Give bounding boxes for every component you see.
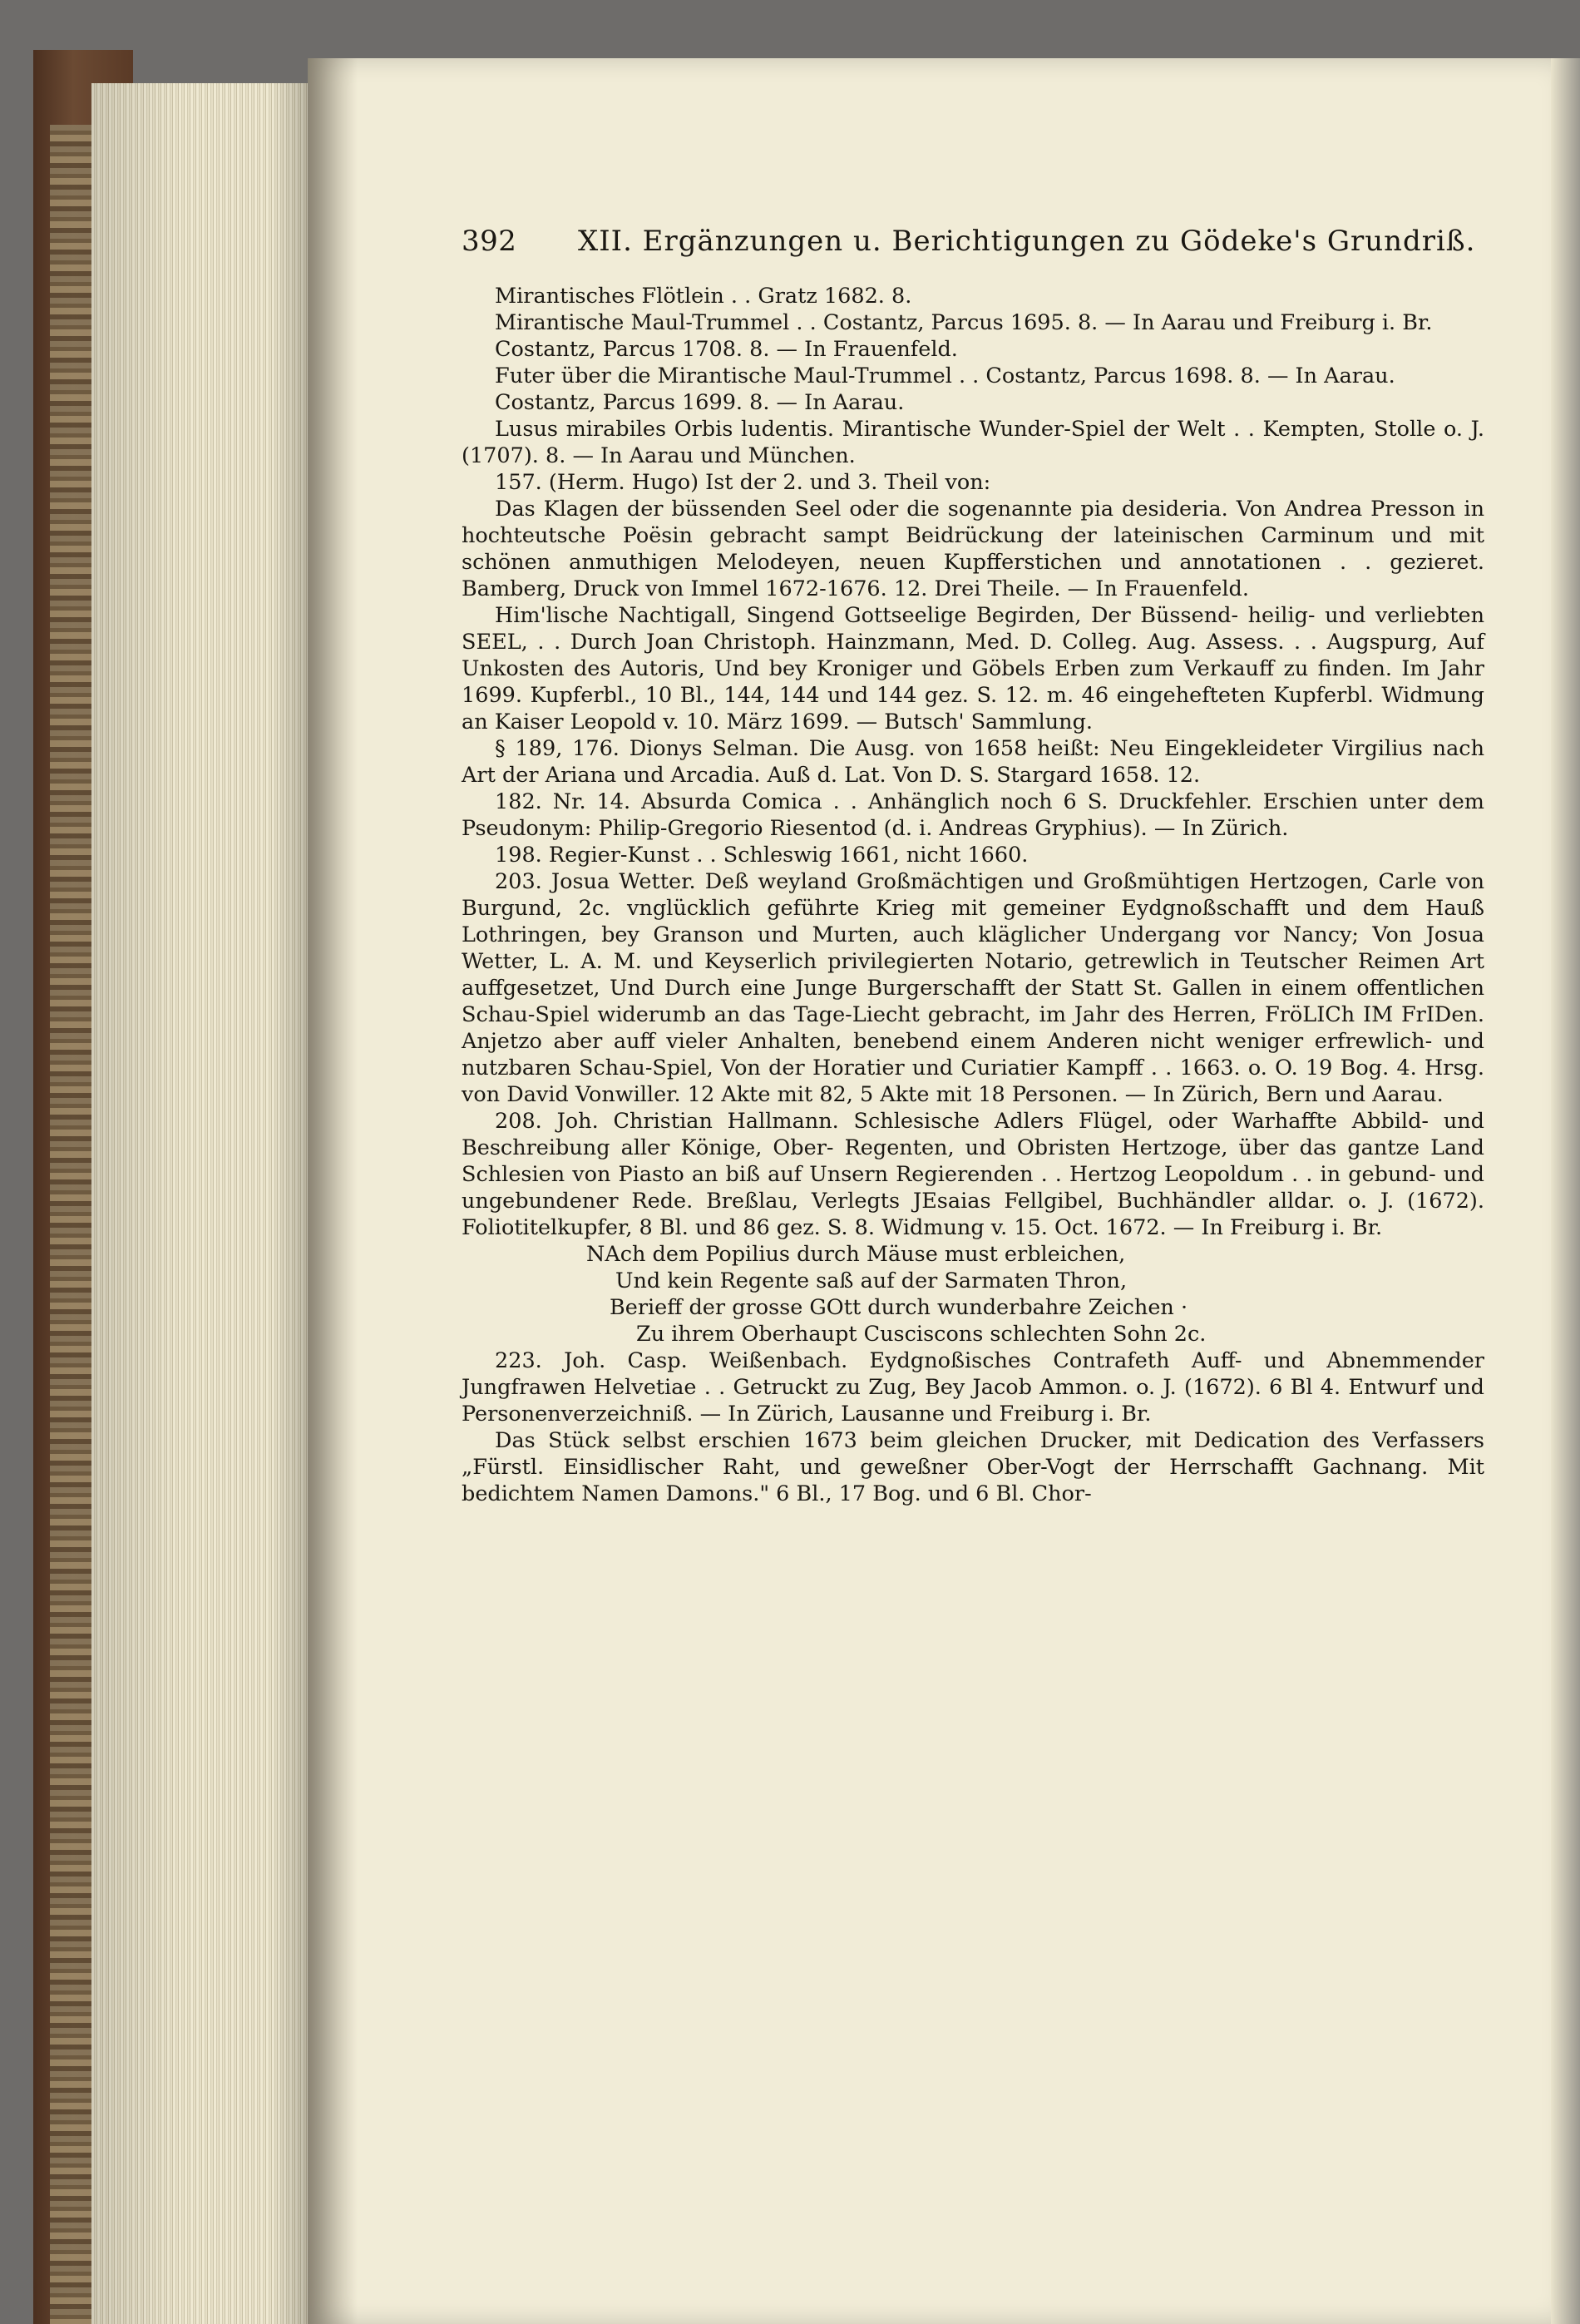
paragraph: § 189, 176. Dionys Selman. Die Ausg. von 1658 heißt: Neu Eingekleideter Virgilius nach Art der Ariana und Arcadia. Auß d. Lat. Von D. S. Stargard 1658. 12. bbox=[462, 736, 1484, 788]
verse-line: NAch dem Popilius durch Mäuse must erbleichen, bbox=[586, 1242, 1126, 1267]
verse-line: Berieff der grosse GOtt durch wunderbahre Zeichen · bbox=[610, 1295, 1188, 1320]
paragraph: Lusus mirabiles Orbis ludentis. Mirantische Wunder-Spiel der Welt . . Kempten, Stolle o. J. (1707). 8. — In Aarau und München. bbox=[462, 417, 1484, 468]
paragraph: 182. Nr. 14. Absurda Comica . . Anhänglich noch 6 S. Druckfehler. Erschien unter dem Pseudonym: Philip-Gregorio Riesentod (d. i. Andreas Gryphius). — In Zürich. bbox=[462, 789, 1484, 841]
paragraph: 157. (Herm. Hugo) Ist der 2. und 3. Theil von: bbox=[495, 470, 991, 495]
verse-line: Und kein Regente saß auf der Sarmaten Thron, bbox=[615, 1268, 1128, 1293]
paragraph: 198. Regier-Kunst . . Schleswig 1661, nicht 1660. bbox=[495, 843, 1029, 868]
page-block-shadow bbox=[91, 83, 316, 2324]
paragraph: Das Klagen der büssenden Seel oder die sogenannte pia desideria. Von Andrea Presson in hochteutsche Poësin gebracht sampt Beidrückung der lateinischen Carminum und mit schönen anmuthigen Melodeyen, neuen Kupfferstichen und annotationen . . gezieret. Bamberg, Druck von Immel 1672-1676. 12. Drei Theile. — In Frauenfeld. bbox=[462, 497, 1484, 601]
paragraph: Mirantische Maul-Trummel . . Costantz, Parcus 1695. 8. — In Aarau und Freiburg i. Br. bbox=[495, 310, 1433, 335]
paragraph: Costantz, Parcus 1708. 8. — In Frauenfeld. bbox=[495, 337, 958, 362]
paragraph: Mirantisches Flötlein . . Gratz 1682. 8. bbox=[495, 284, 912, 309]
paragraph: 203. Josua Wetter. Deß weyland Großmächtigen und Großmühtigen Hertzogen, Carle von Burgund, 2c. vnglücklich geführte Krieg mit gemeiner Eydgnoßschafft und dem Hauß Lothringen, bey Granson und Murten, auch kläglicher Undergang vor Nancy; Von Josua Wetter, L. A. M. und Keyserlich privilegierten Notario, getrewlich in Teutscher Reimen Art auffgesetzet, Und Durch eine Junge Burgerschafft der Statt St. Gallen in einem offentlichen Schau-Spiel widerumb an das Tage-Liecht gebracht, im Jahr des Herren, FröLICh IM FrIDen. Anjetzo aber auff vieler Anhalten, benebend einem Anderen nicht weniger erfrewlich- und nutzbaren Schau-Spiel, Von der Horatier und Curiatier Kampff . . 1663. o. O. 19 Bog. 4. Hrsg. von David Vonwiller. 12 Akte mit 82, 5 Akte mit 18 Personen. — In Zürich, Bern und Aarau. bbox=[462, 869, 1484, 1107]
paragraph: Das Stück selbst erschien 1673 beim gleichen Drucker, mit Dedication des Verfassers „Fürstl. Einsidlischer Raht, und geweßner Ober-Vogt der Herrschafft Gachnang. Mit bedichtem Namen Damons." 6 Bl., 17 Bog. und 6 Bl. Chor- bbox=[462, 1428, 1484, 1506]
paragraph: Him'lische Nachtigall, Singend Gottseelige Begirden, Der Büssend- heilig- und verliebten SEEL, . . Durch Joan Christoph. Hainzmann, Med. D. Colleg. Aug. Assess. . . Augspurg, Auf Unkosten des Autoris, Und bey Kroniger und Göbels Erben zum Verkauff zu finden. Im Jahr 1699. Kupferbl., 10 Bl., 144, 144 und 144 gez. S. 12. m. 46 eingehefteten Kupferbl. Widmung an Kaiser Leopold v. 10. März 1699. — Butsch' Sammlung. bbox=[462, 603, 1484, 734]
page-number: 392 bbox=[462, 225, 517, 258]
paragraph: 223. Joh. Casp. Weißenbach. Eydgnoßisches Contrafeth Auff- und Abnemmender Jungfrawen Helvetiae . . Getruckt zu Zug, Bey Jacob Ammon. o. J. (1672). 6 Bl 4. Entwurf und Personenverzeichniß. — In Zürich, Lausanne und Freiburg i. Br. bbox=[462, 1348, 1484, 1427]
paragraph: 208. Joh. Christian Hallmann. Schlesische Adlers Flügel, oder Warhaffte Abbild- und Beschreibung aller Könige, Ober- Regenten, und Obristen Hertzoge, über das gantze Land Schlesien von Piasto an biß auf Unsern Regierenden . . Hertzog Leopoldum . . in gebund- und ungebundener Rede. Breßlau, Verlegts JEsaias Fellgibel, Buchhändler alldar. o. J. (1672). Foliotitelkupfer, 8 Bl. und 86 gez. S. 8. Widmung v. 15. Oct. 1672. — In Freiburg i. Br. bbox=[462, 1109, 1484, 1240]
paragraph: Costantz, Parcus 1699. 8. — In Aarau. bbox=[495, 390, 905, 415]
verse-line: Zu ihrem Oberhaupt Cusciscons schlechten Sohn 2c. bbox=[636, 1322, 1207, 1347]
paragraph: Futer über die Mirantische Maul-Trummel . . Costantz, Parcus 1698. 8. — In Aarau. bbox=[495, 363, 1395, 388]
running-header bbox=[462, 225, 1484, 258]
verse-block bbox=[462, 1241, 1484, 1347]
page-right-edge bbox=[1551, 58, 1580, 2324]
page-gutter-shadow bbox=[308, 58, 358, 2324]
running-title: XII. Ergänzungen u. Berichtigungen zu Gödeke's Grundriß. bbox=[578, 225, 1476, 258]
page-text bbox=[462, 225, 1484, 1507]
